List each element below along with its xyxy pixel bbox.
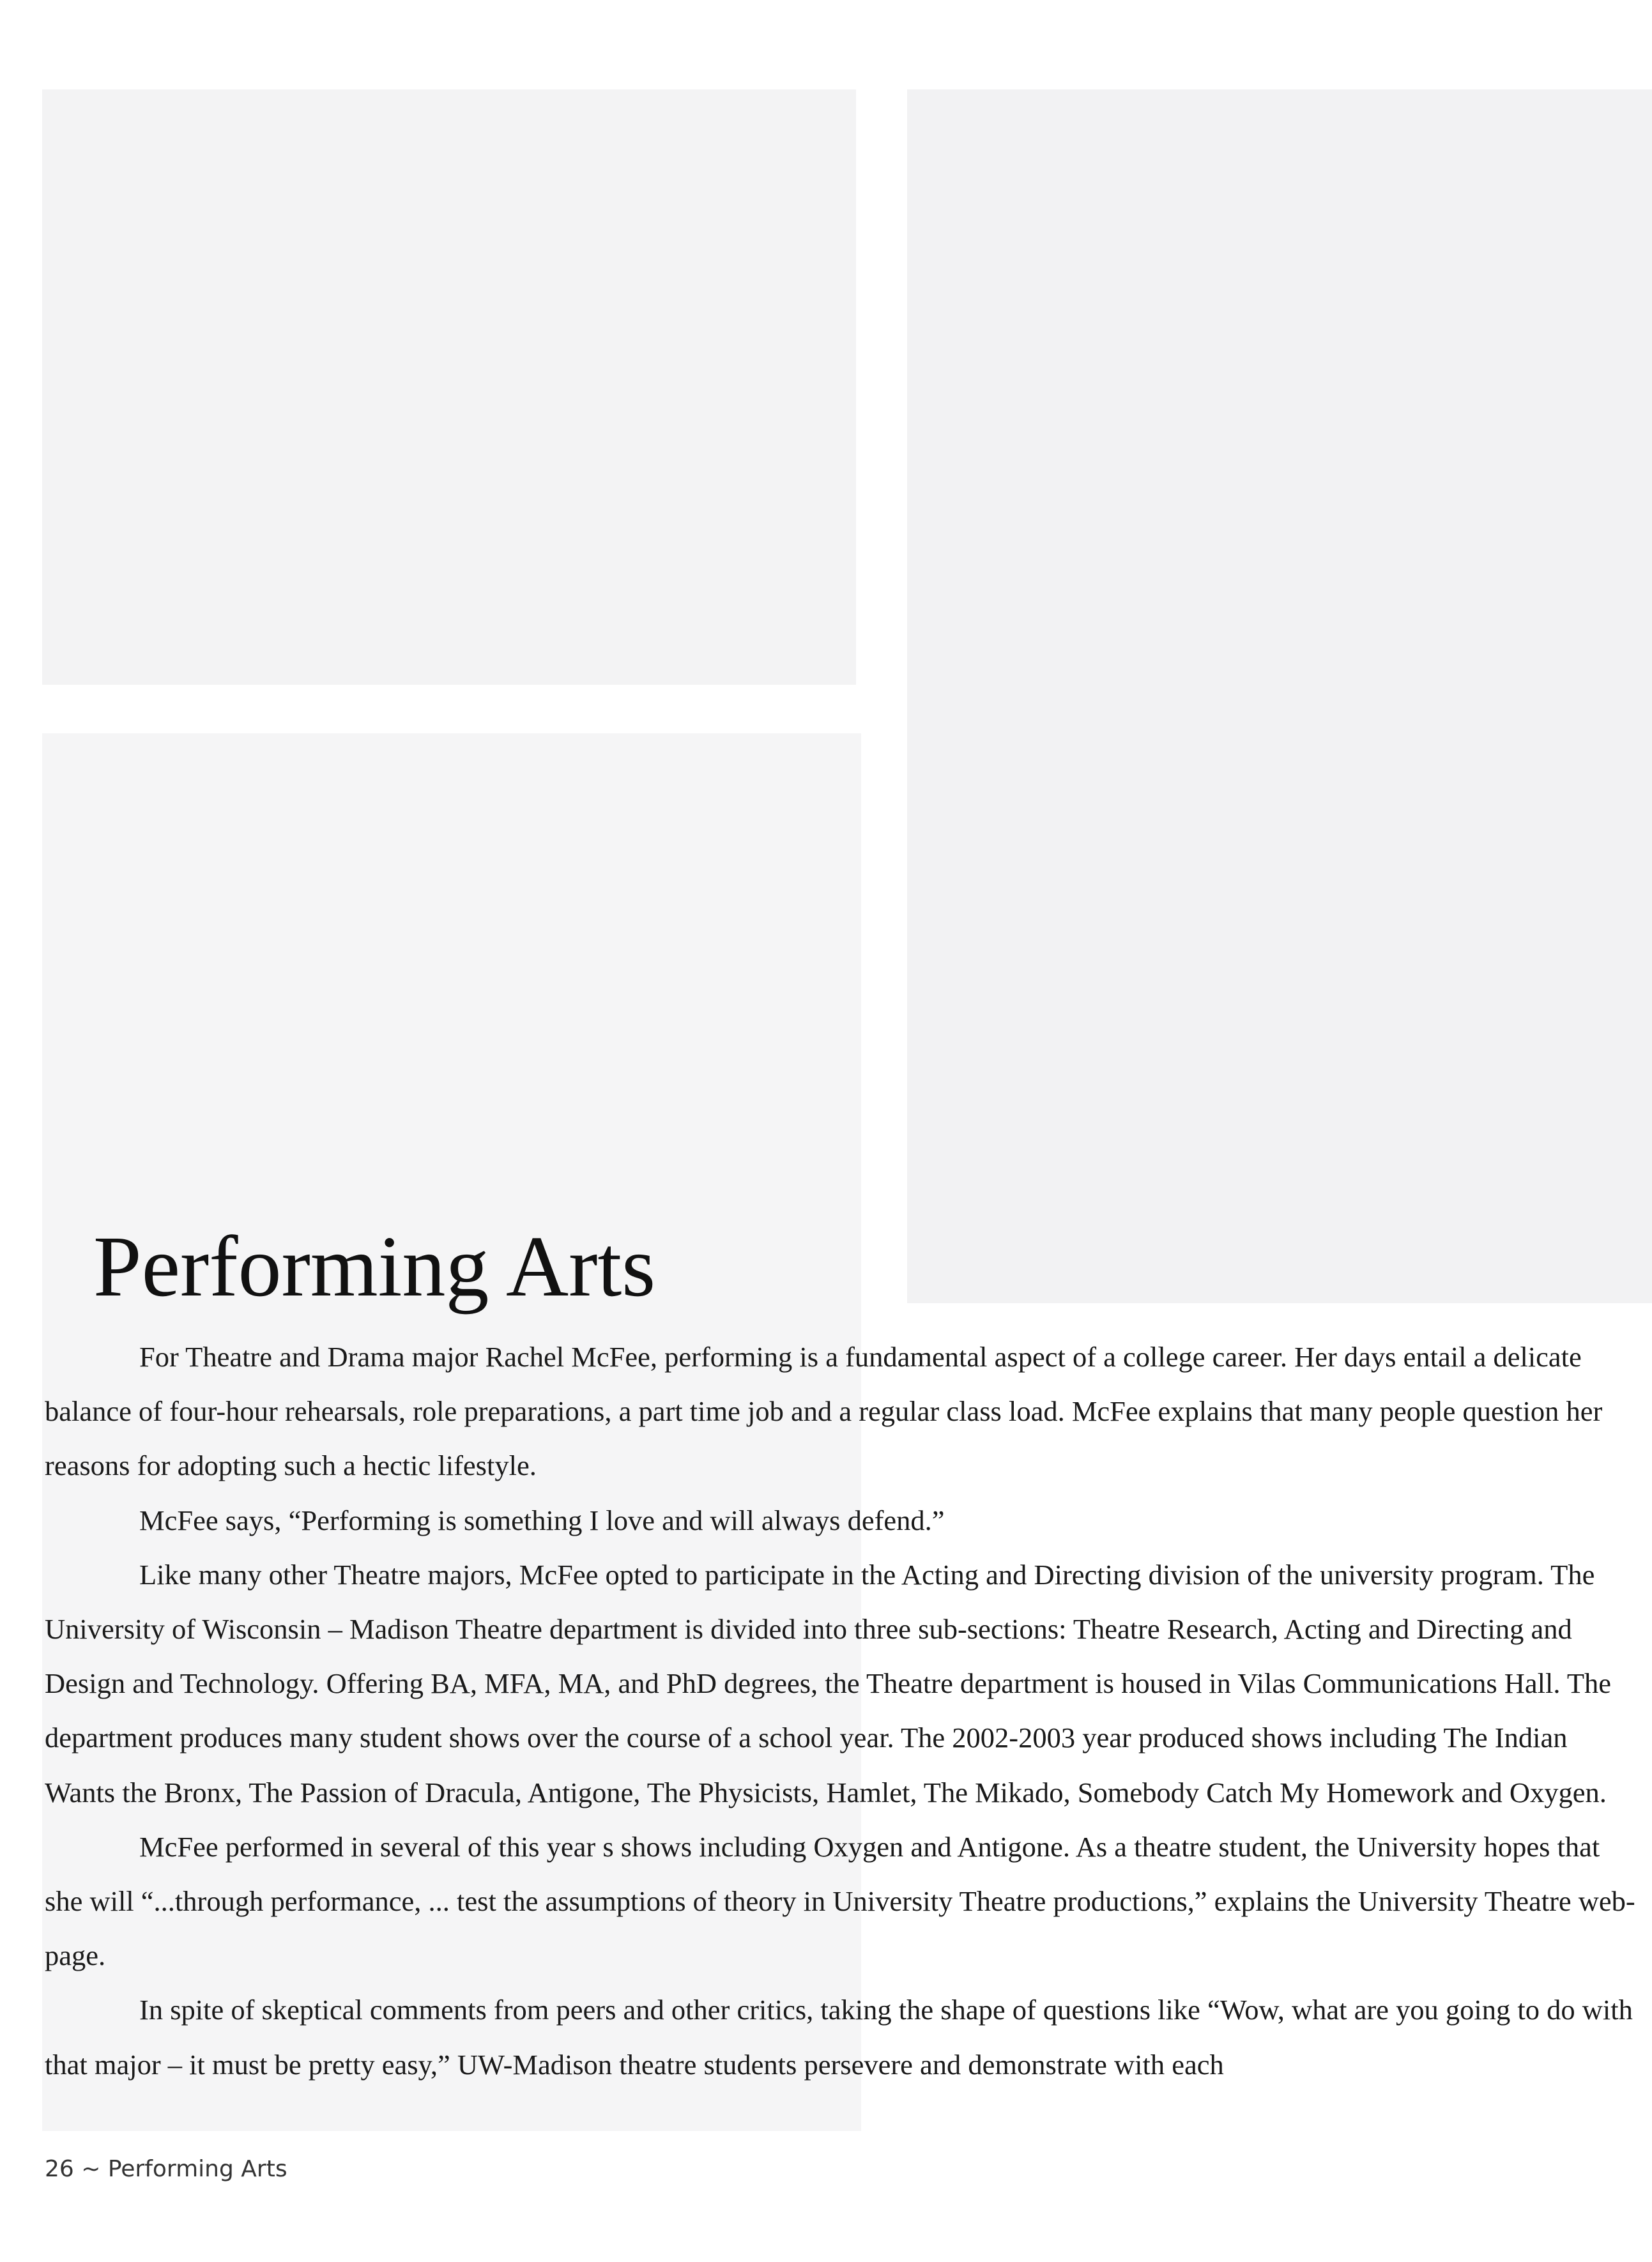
paragraph-3: Like many other Theatre majors, McFee opted to participate in the Acting and Directing division of the university program. The University of Wisconsin – Madison Theatre department is divided into three sub-sections: Theatre Research, Acting and Directing and Design and Technology. Offering BA, MFA, MA, and PhD degrees, the Theatre department is housed in Vilas Communications Hall. The department produces many student shows over the course of a school year. The 2002-2003 year produced shows including The Indian Wants the Bronx, The Passion of Dracula, Antigone, The Physicists, Hamlet, The Mikado, Somebody Catch My Homework and Oxygen. bbox=[45, 1558, 1612, 1808]
paragraph-5: In spite of skeptical comments from peers and other critics, taking the shape of questions like “Wow, what are you going to do with that major – it must be pretty easy,” UW-Madison theatre students persevere and demonstrate with each bbox=[45, 1994, 1633, 2081]
paragraph-4: McFee performed in several of this year s shows including Oxygen and Antigone. As a theatre student, the University hopes that she will “...through performance, ... test the assumptions of theory in University Theatre productions,” explains the University Theatre web-page. bbox=[45, 1830, 1635, 1972]
paragraph-2: McFee says, “Performing is something I love and will always defend.” bbox=[139, 1504, 945, 1536]
paragraph-1: For Theatre and Drama major Rachel McFee, performing is a fundamental aspect of a college career. Her days entail a delicate balance of four-hour rehearsals, role preparations, a part time job and a regular class load. McFee explains that many people question her reasons for adopting such a hectic lifestyle. bbox=[45, 1341, 1603, 1482]
photo-right bbox=[907, 89, 1652, 1303]
article-body bbox=[45, 1330, 1642, 2092]
page-title: Performing Arts bbox=[93, 1219, 656, 1315]
page-folio: 26 ~ Performing Arts bbox=[45, 2156, 287, 2182]
photo-top-left bbox=[42, 89, 856, 685]
